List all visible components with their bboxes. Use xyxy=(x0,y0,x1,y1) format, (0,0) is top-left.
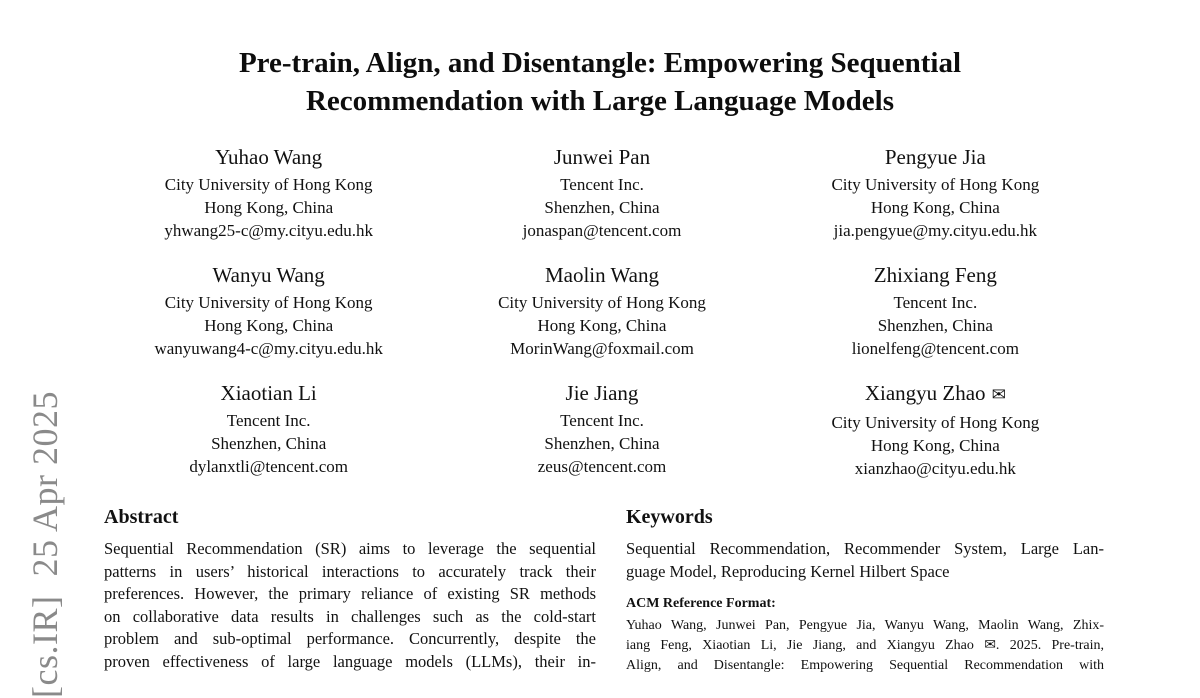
author-email[interactable]: dylanxtli@tencent.com xyxy=(189,457,349,476)
abstract-line: Sequential Recommendation (SR) aims to leverage the sequential xyxy=(104,539,596,558)
author-affiliation: City University of Hong Kong xyxy=(831,413,1040,432)
author-affiliation: Tencent Inc. xyxy=(560,411,644,430)
author-affiliation: Tencent Inc. xyxy=(560,175,644,194)
acm-reference-paragraph xyxy=(626,616,1104,676)
author-email[interactable]: lionelfeng@tencent.com xyxy=(851,339,1019,358)
author-email[interactable]: jonaspan@tencent.com xyxy=(522,221,682,240)
author-location: Shenzhen, China xyxy=(877,316,993,335)
author-affiliation: City University of Hong Kong xyxy=(831,175,1040,194)
author-block-xiangyu-zhao xyxy=(769,380,1102,480)
keywords-line: Sequential Recommendation, Recommender System, Large Lan- xyxy=(626,539,1104,558)
paper-title-line1: Pre-train, Align, and Disentangle: Empowering Sequential xyxy=(238,47,962,79)
acm-reference-line: iang Feng, Xiaotian Li, Jie Jiang, and Xiangyu Zhao ✉. 2025. Pre-train, xyxy=(626,638,1104,653)
author-name: Junwei Pan xyxy=(553,145,651,169)
abstract-line: patterns in users’ historical interactions to accurately track their xyxy=(104,561,596,581)
author-name: Jie Jiang xyxy=(565,381,639,405)
author-affiliation: City University of Hong Kong xyxy=(498,293,706,312)
abstract-line: preferences. However, the primary reliance of existing SR methods xyxy=(104,584,596,603)
author-block-zhixiang-feng xyxy=(769,262,1102,360)
authors-grid xyxy=(102,144,1102,480)
acm-reference-line: Align, and Disentangle: Empowering Sequential Recommendation with xyxy=(626,658,1104,673)
author-location: Hong Kong, China xyxy=(870,198,1000,217)
acm-reference-line: Yuhao Wang, Junwei Pan, Pengyue Jia, Wanyu Wang, Maolin Wang, Zhix- xyxy=(626,618,1104,633)
keywords-heading: Keywords xyxy=(626,506,713,528)
acm-reference-heading: ACM Reference Format: xyxy=(626,596,776,611)
abstract-paragraph xyxy=(104,538,596,673)
keywords-paragraph xyxy=(626,538,1104,583)
paper-title xyxy=(60,44,1140,120)
author-location: Hong Kong, China xyxy=(537,316,667,335)
author-block-jie-jiang xyxy=(435,380,768,480)
author-name xyxy=(769,380,1102,409)
author-name: Maolin Wang xyxy=(544,263,659,287)
author-block-wanyu-wang xyxy=(102,262,435,360)
author-location: Hong Kong, China xyxy=(870,436,1000,455)
envelope-icon: ✉ xyxy=(991,385,1006,405)
author-affiliation: City University of Hong Kong xyxy=(164,293,373,312)
keywords-column xyxy=(626,506,1104,676)
author-location: Shenzhen, China xyxy=(544,434,660,453)
arxiv-watermark: [cs.IR] 25 Apr 2025 xyxy=(25,391,65,698)
author-email[interactable]: MorinWang@foxmail.com xyxy=(510,339,694,358)
author-affiliation: Tencent Inc. xyxy=(226,411,311,430)
author-block-maolin-wang xyxy=(435,262,768,360)
author-name-text: Xiangyu Zhao xyxy=(864,381,986,405)
author-affiliation: City University of Hong Kong xyxy=(164,175,373,194)
author-name: Yuhao Wang xyxy=(215,145,323,169)
author-email[interactable]: wanyuwang4-c@my.cityu.edu.hk xyxy=(154,339,383,358)
author-block-xiaotian-li xyxy=(102,380,435,480)
author-email[interactable]: yhwang25-c@my.cityu.edu.hk xyxy=(164,221,373,240)
author-affiliation: Tencent Inc. xyxy=(893,293,978,312)
author-location: Hong Kong, China xyxy=(204,198,334,217)
paper-title-line2: Recommendation with Large Language Models xyxy=(305,85,895,117)
author-email[interactable]: xianzhao@cityu.edu.hk xyxy=(854,459,1016,478)
keywords-line: guage Model, Reproducing Kernel Hilbert Space xyxy=(626,561,950,581)
abstract-line: on collaborative data results in challenges such as the cold-start xyxy=(104,606,596,626)
author-location: Hong Kong, China xyxy=(204,316,334,335)
paper-page xyxy=(0,44,1200,698)
author-name: Pengyue Jia xyxy=(884,145,986,169)
author-location: Shenzhen, China xyxy=(211,434,327,453)
author-name: Zhixiang Feng xyxy=(873,263,997,287)
abstract-line: problem and sub-optimal performance. Concurrently, despite the xyxy=(104,629,596,648)
abstract-line: proven effectiveness of large language models (LLMs), their in- xyxy=(104,651,596,671)
author-location: Shenzhen, China xyxy=(544,198,660,217)
author-name: Xiaotian Li xyxy=(220,381,317,405)
author-email[interactable]: zeus@tencent.com xyxy=(537,457,667,476)
author-block-pengyue-jia xyxy=(769,144,1102,242)
author-email[interactable]: jia.pengyue@my.cityu.edu.hk xyxy=(833,221,1038,240)
abstract-column xyxy=(104,506,596,676)
abstract-heading: Abstract xyxy=(104,506,179,528)
author-block-junwei-pan xyxy=(435,144,768,242)
two-column-body xyxy=(104,506,1200,676)
author-block-yuhao-wang xyxy=(102,144,435,242)
author-name: Wanyu Wang xyxy=(212,263,325,287)
